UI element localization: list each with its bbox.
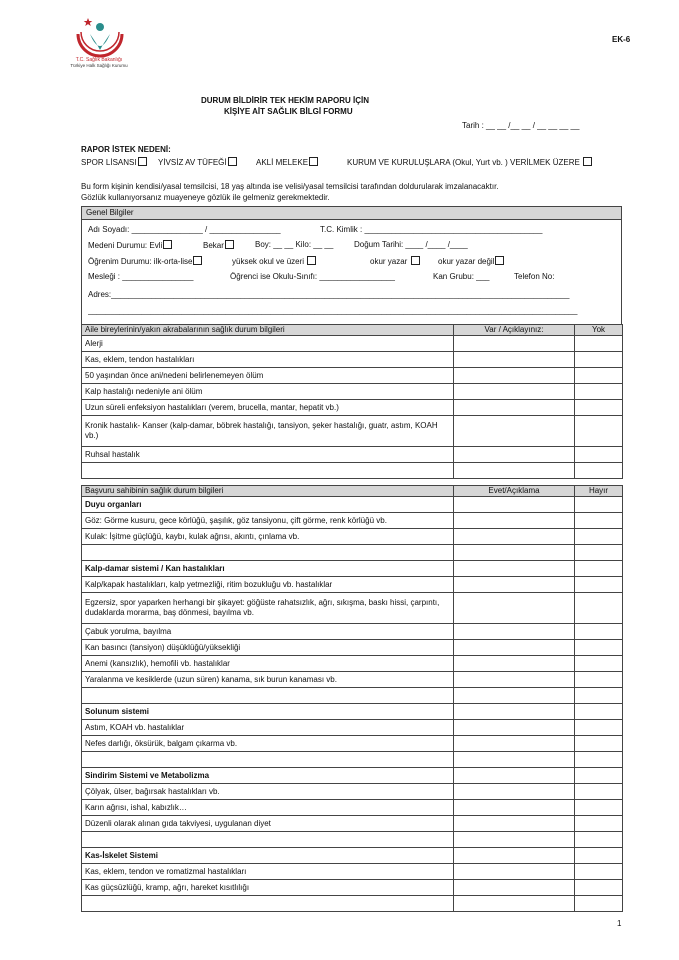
row-label: Çabuk yorulma, bayılma <box>82 624 454 640</box>
date-field[interactable]: Tarih : __ __ /__ __ / __ __ __ __ <box>462 121 580 130</box>
page-code: EK-6 <box>612 35 631 44</box>
answer-no-cell[interactable] <box>575 513 623 529</box>
answer-yes-cell[interactable] <box>454 368 575 384</box>
reason-option-gun[interactable] <box>158 157 237 168</box>
row-label: 50 yaşından önce ani/nedeni belirlenemeyen ölüm <box>82 368 454 384</box>
row-label: Alerji <box>82 336 454 352</box>
row-label: Kalp hastalığı nedeniyle ani ölüm <box>82 384 454 400</box>
answer-yes-cell[interactable] <box>454 672 575 688</box>
answer-yes-cell[interactable] <box>454 513 575 529</box>
applicant-col-yes: Evet/Açıklama <box>454 486 575 497</box>
table-row <box>82 768 623 784</box>
answer-yes-cell[interactable] <box>454 704 575 720</box>
checkbox[interactable] <box>163 240 172 249</box>
table-row <box>82 368 623 384</box>
reason-option-gun-label: YİVSİZ AV TÜFEĞİ <box>158 158 227 167</box>
answer-yes-cell[interactable] <box>454 497 575 513</box>
row-label: Kalp/kapak hastalıkları, kalp yetmezliği, ritim bozukluğu vb. hastalıklar <box>82 577 454 593</box>
title-line2: KİŞİYE AİT SAĞLIK BİLGİ FORMU <box>224 107 353 116</box>
row-label: Düzenli olarak alınan gıda takviyesi, uygulanan diyet <box>82 816 454 832</box>
education-higher[interactable] <box>232 256 316 267</box>
row-label: Kas-İskelet Sistemi <box>82 848 454 864</box>
answer-no-cell[interactable] <box>575 463 623 479</box>
row-label: Uzun süreli enfeksiyon hastalıkları (verem, brucella, mantar, hepatit vb.) <box>82 400 454 416</box>
checkbox[interactable] <box>307 256 316 265</box>
answer-yes-cell[interactable] <box>454 656 575 672</box>
answer-yes-cell[interactable] <box>454 864 575 880</box>
education-literate-label: okur yazar <box>370 257 408 266</box>
education-higher-label: yüksek okul ve üzeri <box>232 257 305 266</box>
row-label: Kronik hastalık- Kanser (kalp-damar, böbrek hastalığı, tansiyon, şeker hastalığı, guatr, astım, KOAH vb.) <box>82 416 454 447</box>
answer-no-cell[interactable] <box>575 545 623 561</box>
answer-yes-cell[interactable] <box>454 832 575 848</box>
answer-yes-cell[interactable] <box>454 577 575 593</box>
applicant-col-no: Hayır <box>575 486 623 497</box>
answer-yes-cell[interactable] <box>454 688 575 704</box>
marital-single-label: Bekar <box>203 241 224 250</box>
table-row <box>82 672 623 688</box>
table-row <box>82 416 623 447</box>
row-label: Astım, KOAH vb. hastalıklar <box>82 720 454 736</box>
answer-no-cell[interactable] <box>575 640 623 656</box>
table-row <box>82 545 623 561</box>
row-label: Duyu organları <box>82 497 454 513</box>
table-row <box>82 497 623 513</box>
answer-no-cell[interactable] <box>575 656 623 672</box>
education-illiterate[interactable] <box>438 256 504 267</box>
table-row <box>82 848 623 864</box>
name-field[interactable]: Adı Soyadı: ________________ / ________________ <box>88 225 281 234</box>
reason-option-sport-label: SPOR LİSANSI <box>81 158 137 167</box>
reason-option-sport[interactable] <box>81 157 147 168</box>
intro-line1: Bu form kişinin kendisi/yasal temsilcisi, 18 yaş altında ise velisi/yasal temsilcisi tarafından doldurularak imzalanacaktır. <box>81 182 499 191</box>
row-label: Yaralanma ve kesiklerde (uzun süren) kanama, sık burun kanaması vb. <box>82 672 454 688</box>
answer-no-cell[interactable] <box>575 447 623 463</box>
row-label: Sindirim Sistemi ve Metabolizma <box>82 768 454 784</box>
answer-yes-cell[interactable] <box>454 400 575 416</box>
table-row <box>82 640 623 656</box>
tc-id-field[interactable]: T.C. Kimlik : ________________________________________ <box>320 225 543 234</box>
table-row <box>82 864 623 880</box>
row-label <box>82 832 454 848</box>
row-label <box>82 463 454 479</box>
answer-no-cell[interactable] <box>575 672 623 688</box>
answer-yes-cell[interactable] <box>454 752 575 768</box>
checkbox[interactable] <box>411 256 420 265</box>
education-primary[interactable] <box>88 256 202 267</box>
table-row <box>82 880 623 896</box>
answer-no-cell[interactable] <box>575 624 623 640</box>
address-field[interactable]: Adres:_______________________________________________________________________________________________________ <box>88 290 570 299</box>
answer-yes-cell[interactable] <box>454 561 575 577</box>
checkbox[interactable] <box>225 240 234 249</box>
checkbox[interactable] <box>309 157 318 166</box>
answer-no-cell[interactable] <box>575 848 623 864</box>
row-label <box>82 752 454 768</box>
answer-yes-cell[interactable] <box>454 384 575 400</box>
answer-yes-cell[interactable] <box>454 447 575 463</box>
answer-yes-cell[interactable] <box>454 800 575 816</box>
row-label: Egzersiz, spor yaparken herhangi bir şikayet: göğüste rahatsızlık, ağrı, sıkışma, baskı hissi, çarpıntı, dudaklarda morarma, baş dönmesi, bayılma vb. <box>82 593 454 624</box>
address-field-line2[interactable]: ______________________________________________________________________________________________________________ <box>88 306 578 315</box>
answer-yes-cell[interactable] <box>454 336 575 352</box>
answer-yes-cell[interactable] <box>454 640 575 656</box>
answer-yes-cell[interactable] <box>454 545 575 561</box>
table-row <box>82 896 623 912</box>
answer-no-cell[interactable] <box>575 352 623 368</box>
marital-married[interactable] <box>88 240 172 251</box>
family-col-no: Yok <box>575 325 623 336</box>
row-label: Göz: Görme kusuru, gece körlüğü, şaşılık, göz tansiyonu, çift görme, renk körlüğü vb. <box>82 513 454 529</box>
answer-yes-cell[interactable] <box>454 784 575 800</box>
row-label <box>82 545 454 561</box>
answer-no-cell[interactable] <box>575 688 623 704</box>
table-row <box>82 720 623 736</box>
checkbox[interactable] <box>228 157 237 166</box>
row-label: Kalp-damar sistemi / Kan hastalıkları <box>82 561 454 577</box>
row-label: Karın ağrısı, ishal, kabızlık… <box>82 800 454 816</box>
reason-option-institution-label: KURUM VE KURULUŞLARA (Okul, Yurt vb. ) VERİLMEK ÜZERE <box>347 158 580 167</box>
reason-option-mental[interactable] <box>256 157 318 168</box>
answer-no-cell[interactable] <box>575 896 623 912</box>
row-label: Solunum sistemi <box>82 704 454 720</box>
checkbox[interactable] <box>583 157 592 166</box>
row-label: Kas, eklem, tendon hastalıkları <box>82 352 454 368</box>
table-row <box>82 352 623 368</box>
answer-no-cell[interactable] <box>575 832 623 848</box>
answer-yes-cell[interactable] <box>454 848 575 864</box>
intro-line2: Gözlük kullanıyorsanız muayeneye gözlük ile gelmeniz gerekmektedir. <box>81 193 330 202</box>
answer-yes-cell[interactable] <box>454 352 575 368</box>
table-row <box>82 577 623 593</box>
reason-label: RAPOR İSTEK NEDENİ: <box>81 145 171 154</box>
birth-date-field[interactable]: Doğum Tarihi: ____ /____ /____ <box>354 240 468 249</box>
phone-field[interactable]: Telefon No: <box>514 272 555 281</box>
family-col-yes: Var / Açıklayınız: <box>454 325 575 336</box>
occupation-field[interactable]: Mesleği : ________________ <box>88 272 194 281</box>
checkbox[interactable] <box>193 256 202 265</box>
general-info-header: Genel Bilgiler <box>82 207 621 220</box>
family-header: Aile bireylerinin/yakın akrabalarının sağlık durum bilgileri <box>82 325 454 336</box>
table-row <box>82 463 623 479</box>
answer-yes-cell[interactable] <box>454 416 575 447</box>
reason-option-institution[interactable] <box>347 157 592 168</box>
row-label: Kulak: İşitme güçlüğü, kaybı, kulak ağrısı, akıntı, çınlama vb. <box>82 529 454 545</box>
answer-yes-cell[interactable] <box>454 880 575 896</box>
answer-yes-cell[interactable] <box>454 816 575 832</box>
table-row <box>82 447 623 463</box>
answer-no-cell[interactable] <box>575 529 623 545</box>
answer-no-cell[interactable] <box>575 577 623 593</box>
table-row <box>82 704 623 720</box>
answer-no-cell[interactable] <box>575 784 623 800</box>
answer-yes-cell[interactable] <box>454 720 575 736</box>
table-row <box>82 624 623 640</box>
table-row <box>82 752 623 768</box>
answer-yes-cell[interactable] <box>454 896 575 912</box>
general-info-section <box>81 206 622 334</box>
answer-no-cell[interactable] <box>575 561 623 577</box>
family-health-table <box>81 324 623 479</box>
answer-no-cell[interactable] <box>575 736 623 752</box>
answer-no-cell[interactable] <box>575 400 623 416</box>
answer-no-cell[interactable] <box>575 768 623 784</box>
answer-no-cell[interactable] <box>575 752 623 768</box>
answer-no-cell[interactable] <box>575 384 623 400</box>
table-row <box>82 736 623 752</box>
row-label <box>82 688 454 704</box>
table-row <box>82 529 623 545</box>
table-row <box>82 384 623 400</box>
table-row <box>82 561 623 577</box>
answer-no-cell[interactable] <box>575 497 623 513</box>
height-weight-field[interactable]: Boy: __ __ Kilo: __ __ <box>255 240 334 249</box>
row-label: Kas, eklem, tendon ve romatizmal hastalıkları <box>82 864 454 880</box>
row-label: Ruhsal hastalık <box>82 447 454 463</box>
checkbox[interactable] <box>495 256 504 265</box>
table-row <box>82 816 623 832</box>
education-primary-label: Öğrenim Durumu: ilk-orta-lise <box>88 257 193 266</box>
row-label: Kan basıncı (tansiyon) düşüklüğü/yüksekliği <box>82 640 454 656</box>
answer-no-cell[interactable] <box>575 800 623 816</box>
table-row <box>82 336 623 352</box>
answer-no-cell[interactable] <box>575 704 623 720</box>
page-number: 1 <box>617 919 622 928</box>
row-label: Kas güçsüzlüğü, kramp, ağrı, hareket kısıtlılığı <box>82 880 454 896</box>
answer-yes-cell[interactable] <box>454 529 575 545</box>
table-row <box>82 688 623 704</box>
answer-yes-cell[interactable] <box>454 463 575 479</box>
table-row <box>82 800 623 816</box>
answer-yes-cell[interactable] <box>454 768 575 784</box>
checkbox[interactable] <box>138 157 147 166</box>
logo-line1: T.C. Sağlık Bakanlığı <box>75 57 123 63</box>
table-row <box>82 784 623 800</box>
table-row <box>82 400 623 416</box>
applicant-header: Başvuru sahibinin sağlık durum bilgileri <box>82 486 454 497</box>
reason-option-mental-label: AKLİ MELEKE <box>256 158 309 167</box>
row-label: Anemi (kansızlık), hemofili vb. hastalıklar <box>82 656 454 672</box>
education-literate[interactable] <box>370 256 420 267</box>
answer-no-cell[interactable] <box>575 416 623 447</box>
answer-no-cell[interactable] <box>575 816 623 832</box>
answer-no-cell[interactable] <box>575 864 623 880</box>
answer-yes-cell[interactable] <box>454 593 575 624</box>
blood-group-field[interactable]: Kan Grubu: ___ <box>433 272 490 281</box>
school-field[interactable]: Öğrenci ise Okulu-Sınıfı: _________________ <box>230 272 396 281</box>
table-row <box>82 656 623 672</box>
title-line1: DURUM BİLDİRİR TEK HEKİM RAPORU İÇİN <box>201 96 369 105</box>
row-label: Çölyak, ülser, bağırsak hastalıkları vb. <box>82 784 454 800</box>
answer-no-cell[interactable] <box>575 880 623 896</box>
logo-line2: Türkiye Halk Sağlığı Kurumu <box>70 63 128 68</box>
answer-yes-cell[interactable] <box>454 624 575 640</box>
marital-married-label: Medeni Durumu: Evli <box>88 241 163 250</box>
answer-no-cell[interactable] <box>575 336 623 352</box>
answer-no-cell[interactable] <box>575 720 623 736</box>
table-row <box>82 593 623 624</box>
applicant-health-table <box>81 485 623 912</box>
table-row <box>82 832 623 848</box>
marital-single[interactable] <box>203 240 234 251</box>
answer-no-cell[interactable] <box>575 368 623 384</box>
row-label <box>82 896 454 912</box>
education-illiterate-label: okur yazar değil <box>438 257 495 266</box>
answer-no-cell[interactable] <box>575 593 623 624</box>
table-row <box>82 513 623 529</box>
answer-yes-cell[interactable] <box>454 736 575 752</box>
row-label: Nefes darlığı, öksürük, balgam çıkarma vb. <box>82 736 454 752</box>
